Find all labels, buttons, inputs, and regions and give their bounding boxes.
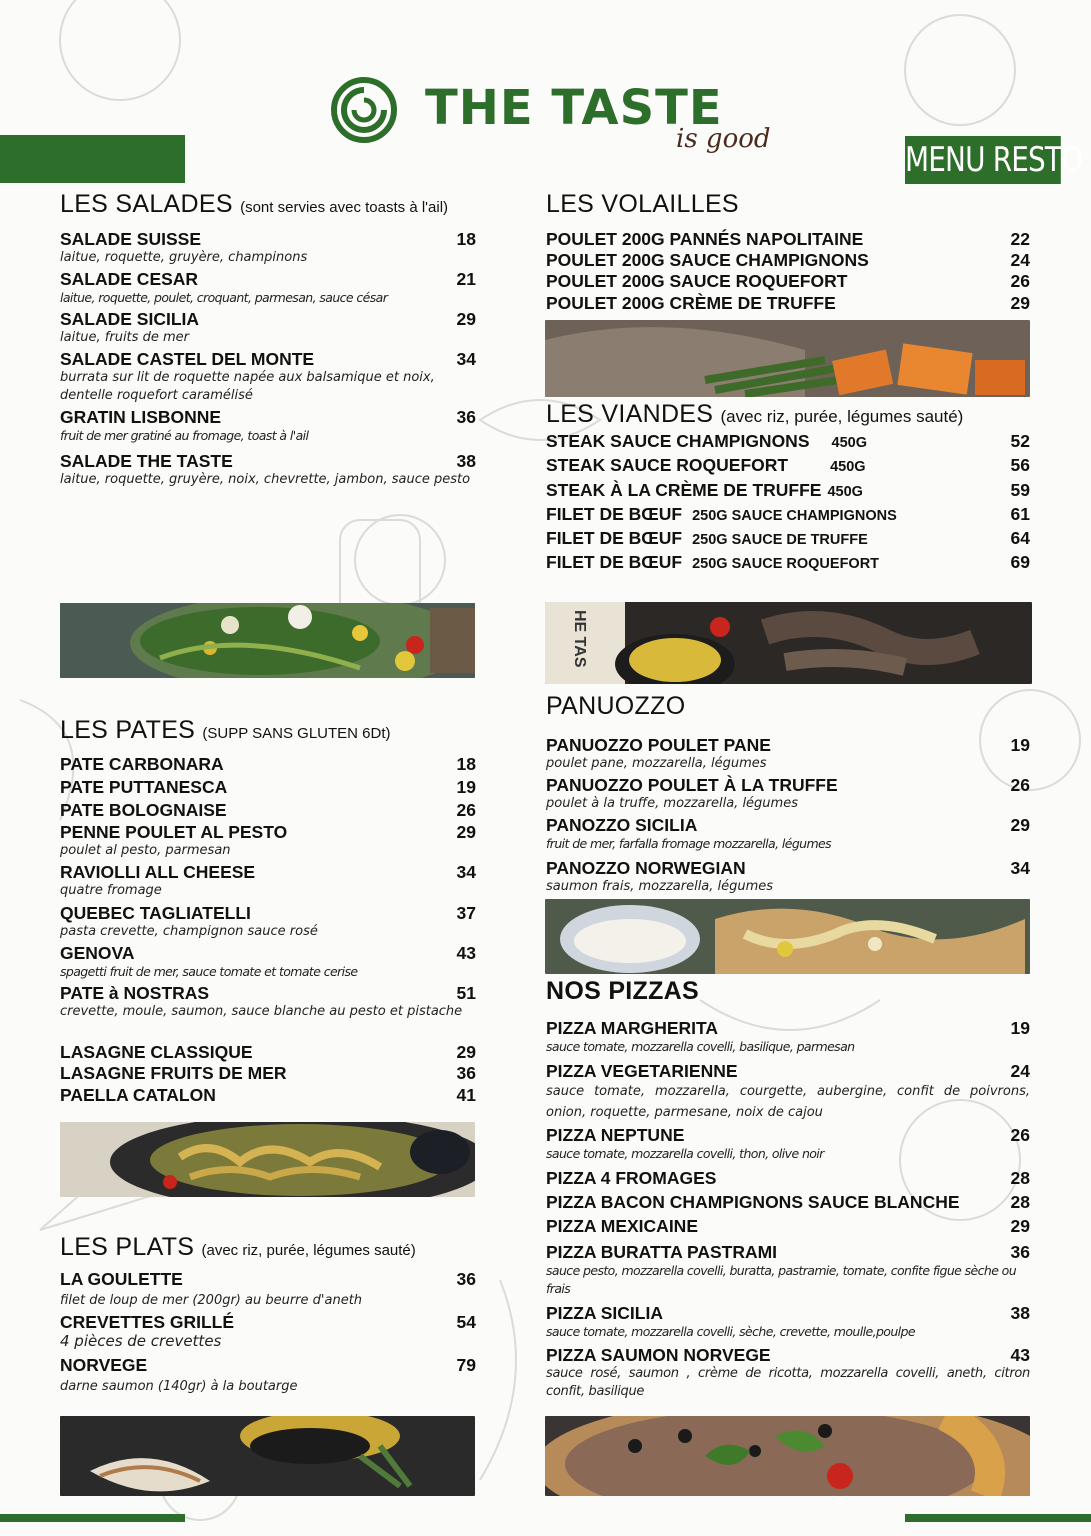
- section-plats: [60, 1233, 476, 1262]
- item-price: 26: [456, 800, 476, 820]
- logo-swirl-icon: [330, 76, 398, 144]
- menu-item: [60, 1085, 476, 1105]
- item-name: POULET 200G CRÈME DE TRUFFE: [546, 293, 836, 313]
- section-panuozzo: [546, 692, 1030, 721]
- plats-photo-illustration: [60, 1416, 475, 1496]
- item-name: PANUOZZO POULET À LA TRUFFE: [546, 775, 838, 795]
- menu-item: [60, 983, 476, 1021]
- item-weight: 450G: [827, 484, 863, 500]
- pizza-photo: [545, 1416, 1030, 1496]
- item-desc: 4 pièces de crevettes: [60, 1332, 222, 1350]
- menu-item: [546, 552, 1030, 574]
- item-desc: sauce pesto, mozzarella covelli, buratta, pastramie, tomate, confite figue sèche ou frais: [546, 1263, 1017, 1296]
- item-name: POULET 200G SAUCE ROQUEFORT: [546, 271, 848, 291]
- section-title: [60, 190, 476, 219]
- menu-item: [60, 1269, 476, 1310]
- menu-badge: MENU RESTO: [905, 136, 1061, 184]
- item-price: 24: [1010, 250, 1030, 270]
- item-name: FILET DE BŒUF: [546, 552, 683, 572]
- item-desc: laitue, roquette, gruyère, noix, chevrette, jambon, sauce pesto: [60, 472, 471, 487]
- item-name: PANOZZO NORWEGIAN: [546, 858, 746, 878]
- section-title: [60, 716, 476, 745]
- item-name: SALADE CESAR: [60, 269, 199, 289]
- menu-item: [546, 1061, 1030, 1123]
- item-price: 21: [456, 269, 476, 289]
- panuozzo-photo-illustration: [545, 899, 1030, 974]
- menu-item: [60, 822, 476, 860]
- item-price: 36: [1010, 1242, 1030, 1262]
- item-desc: spagetti fruit de mer, sauce tomate et tomate cerise: [60, 964, 358, 979]
- section-title: PANUOZZO: [546, 692, 686, 720]
- item-price: 43: [1010, 1345, 1030, 1365]
- menu-item: [546, 1018, 1030, 1056]
- item-name: QUEBEC TAGLIATELLI: [60, 903, 251, 923]
- item-desc: laitue, fruits de mer: [60, 330, 189, 345]
- item-desc: fruit de mer gratiné au fromage, toast à l'ail: [60, 428, 309, 443]
- item-desc: pasta crevette, champignon sauce rosé: [60, 924, 318, 939]
- header-left-bar: [0, 135, 185, 183]
- item-name: STEAK SAUCE CHAMPIGNONS: [546, 431, 810, 451]
- item-price: 64: [1010, 528, 1030, 548]
- item-name: PATE à NOSTRAS: [60, 983, 210, 1003]
- item-price: 36: [456, 407, 476, 427]
- menu-item: [60, 309, 476, 347]
- footer-left-bar: [0, 1514, 185, 1522]
- section-title-text: LES SALADES: [60, 190, 233, 218]
- item-name: SALADE SUISSE: [60, 229, 201, 249]
- item-price: 56: [1010, 455, 1030, 475]
- menu-item: [60, 1063, 476, 1083]
- item-name: LASAGNE CLASSIQUE: [60, 1042, 253, 1062]
- item-name: SALADE CASTEL DEL MONTE: [60, 349, 315, 369]
- item-price: 26: [1010, 775, 1030, 795]
- item-price: 24: [1010, 1061, 1030, 1081]
- menu-item: [60, 1355, 476, 1396]
- item-desc: sauce rosé, saumon , crème de ricotta, mozzarella covelli, aneth, citron confit, basilique: [546, 1366, 1030, 1399]
- item-desc: poulet al pesto, parmesan: [60, 843, 231, 858]
- item-name: PIZZA BURATTA PASTRAMI: [546, 1242, 778, 1262]
- section-title: [60, 1233, 476, 1262]
- item-name: GRATIN LISBONNE: [60, 407, 222, 427]
- item-price: 52: [1010, 431, 1030, 451]
- item-name: POULET 200G PANNÉS NAPOLITAINE: [546, 229, 864, 249]
- menu-item: [60, 1312, 476, 1350]
- item-name: PIZZA SAUMON NORVEGE: [546, 1345, 771, 1365]
- plate-text: HE TAS: [571, 610, 588, 668]
- item-name: PANOZZO SICILIA: [546, 815, 698, 835]
- salad-photo-illustration: [60, 603, 475, 678]
- menu-item: [60, 229, 476, 267]
- item-price: 29: [1010, 815, 1030, 835]
- item-name: PIZZA BACON CHAMPIGNONS SAUCE BLANCHE: [546, 1192, 960, 1212]
- item-name: PANUOZZO POULET PANE: [546, 735, 771, 755]
- menu-item: [546, 735, 1030, 773]
- item-name: NORVEGE: [60, 1355, 148, 1375]
- item-name: CREVETTES GRILLÉ: [60, 1312, 235, 1332]
- section-title-text: LES PATES: [60, 716, 196, 744]
- item-price: 22: [1010, 229, 1030, 249]
- item-name: FILET DE BŒUF: [546, 504, 683, 524]
- item-desc: sauce tomate, mozzarella covelli, sèche, crevette, moulle,poulpe: [546, 1324, 915, 1339]
- item-price: 37: [456, 903, 476, 923]
- item-price: 29: [456, 1042, 476, 1062]
- item-name: PAELLA CATALON: [60, 1085, 216, 1105]
- item-price: 34: [1010, 858, 1030, 878]
- item-price: 18: [456, 229, 476, 249]
- item-price: 51: [456, 983, 476, 1003]
- item-price: 34: [456, 862, 476, 882]
- item-name: RAVIOLLI ALL CHEESE: [60, 862, 256, 882]
- menu-item: [60, 943, 476, 981]
- menu-item: [546, 504, 1030, 526]
- brand-tagline: is good: [676, 124, 771, 154]
- menu-item: [546, 1216, 1030, 1236]
- menu-item: [546, 250, 1030, 270]
- section-note: (SUPP SANS GLUTEN 6Dt): [202, 725, 391, 742]
- section-title-text: LES PLATS: [60, 1233, 195, 1261]
- item-price: 26: [1010, 271, 1030, 291]
- item-weight: 450G: [830, 459, 866, 475]
- menu-item: [60, 754, 476, 774]
- item-price: 43: [456, 943, 476, 963]
- menu-item: [60, 777, 476, 797]
- item-name: LA GOULETTE: [60, 1269, 183, 1289]
- item-desc: laitue, roquette, poulet, croquant, parmesan, sauce césar: [60, 290, 388, 305]
- item-desc: poulet à la truffe, mozzarella, légumes: [546, 796, 798, 811]
- section-note: (avec riz, purée, légumes sauté): [201, 1242, 416, 1259]
- item-desc: darne saumon (140gr) à la boutarge: [60, 1379, 298, 1394]
- item-price: 59: [1010, 480, 1030, 500]
- item-price: 34: [456, 349, 476, 369]
- volailles-photo-illustration: [545, 320, 1030, 397]
- menu-item: [546, 815, 1030, 853]
- menu-item: [60, 903, 476, 941]
- menu-item: [546, 1168, 1030, 1188]
- section-note: (avec riz, purée, légumes sauté): [720, 407, 964, 426]
- item-desc: quatre fromage: [60, 883, 162, 898]
- item-weight: 250G SAUCE CHAMPIGNONS: [692, 508, 897, 524]
- item-name: PIZZA SICILIA: [546, 1303, 663, 1323]
- item-name: PENNE POULET AL PESTO: [60, 822, 288, 842]
- item-price: 19: [456, 777, 476, 797]
- item-desc: laitue, roquette, gruyère, champinons: [60, 250, 308, 265]
- menu-item: [546, 775, 1030, 813]
- item-price: 19: [1010, 1018, 1030, 1038]
- item-name: PATE BOLOGNAISE: [60, 800, 227, 820]
- item-desc: sauce tomate, mozzarella covelli, thon, olive noir: [546, 1146, 824, 1161]
- viandes-photo: [545, 602, 1032, 684]
- item-name: PIZZA NEPTUNE: [546, 1125, 685, 1145]
- item-name: SALADE SICILIA: [60, 309, 200, 329]
- pasta-photo-illustration: [60, 1122, 475, 1197]
- menu-item: [546, 1192, 1030, 1212]
- section-title: [546, 400, 1030, 429]
- menu-item: [60, 269, 476, 307]
- menu-item: [546, 229, 1030, 249]
- item-name: PIZZA 4 FROMAGES: [546, 1168, 717, 1188]
- item-price: 69: [1010, 552, 1030, 572]
- volailles-photo: [545, 320, 1030, 397]
- item-desc: saumon frais, mozzarella, légumes: [546, 879, 774, 894]
- section-title-text: LES VIANDES: [546, 400, 714, 428]
- item-name: POULET 200G SAUCE CHAMPIGNONS: [546, 250, 869, 270]
- item-price: 36: [456, 1269, 476, 1289]
- item-name: PIZZA MARGHERITA: [546, 1018, 719, 1038]
- item-name: STEAK SAUCE ROQUEFORT: [546, 455, 789, 475]
- item-price: 38: [456, 451, 476, 471]
- menu-item: [546, 480, 1030, 502]
- menu-item: [546, 1345, 1030, 1401]
- menu-item: [60, 349, 476, 405]
- pizza-photo-illustration: [545, 1416, 1030, 1496]
- menu-item: [60, 862, 476, 900]
- section-note: (sont servies avec toasts à l'ail): [240, 199, 449, 216]
- item-name: LASAGNE FRUITS DE MER: [60, 1063, 287, 1083]
- item-name: PATE PUTTANESCA: [60, 777, 228, 797]
- item-name: STEAK À LA CRÈME DE TRUFFE: [546, 480, 822, 500]
- item-price: 26: [1010, 1125, 1030, 1145]
- item-price: 29: [1010, 1216, 1030, 1236]
- item-name: PIZZA VEGETARIENNE: [546, 1061, 738, 1081]
- item-price: 28: [1010, 1168, 1030, 1188]
- item-price: 41: [456, 1085, 476, 1105]
- menu-item: [546, 293, 1030, 313]
- item-price: 29: [1010, 293, 1030, 313]
- item-name: PIZZA MEXICAINE: [546, 1216, 698, 1236]
- item-price: 54: [456, 1312, 476, 1332]
- item-price: 29: [456, 822, 476, 842]
- section-title: NOS PIZZAS: [546, 977, 700, 1005]
- item-name: SALADE THE TASTE: [60, 451, 233, 471]
- viandes-photo-illustration: [545, 602, 1032, 684]
- plats-photo: [60, 1416, 475, 1496]
- item-desc: sauce tomate, mozzarella, courgette, aubergine, confit de poivrons, onion, roquette, parmesane, noix de cajou: [546, 1084, 1030, 1120]
- menu-item: [546, 1303, 1030, 1341]
- item-price: 19: [1010, 735, 1030, 755]
- menu-item: [546, 271, 1030, 291]
- menu-item: [60, 407, 476, 445]
- item-price: 28: [1010, 1192, 1030, 1212]
- item-price: 18: [456, 754, 476, 774]
- item-name: PATE CARBONARA: [60, 754, 224, 774]
- item-price: 61: [1010, 504, 1030, 524]
- section-viandes: [546, 400, 1030, 429]
- menu-item: [546, 455, 1030, 477]
- item-weight: 250G SAUCE ROQUEFORT: [692, 556, 880, 572]
- panuozzo-photo: [545, 899, 1030, 974]
- section-pates: [60, 716, 476, 745]
- menu-item: [60, 1042, 476, 1062]
- item-price: 79: [456, 1355, 476, 1375]
- brand-name: THE TASTE: [425, 80, 723, 136]
- salad-photo: [60, 603, 475, 678]
- item-weight: 450G: [831, 435, 867, 451]
- item-price: 29: [456, 309, 476, 329]
- item-desc: crevette, moule, saumon, sauce blanche au pesto et pistache: [60, 1004, 463, 1019]
- menu-item: [546, 528, 1030, 550]
- menu-item: [546, 431, 1030, 453]
- item-desc: fruit de mer, farfalla fromage mozzarella, légumes: [546, 836, 832, 851]
- item-weight: 250G SAUCE DE TRUFFE: [692, 532, 868, 548]
- section-salades: [60, 190, 476, 219]
- footer-right-bar: [905, 1514, 1091, 1522]
- section-title: LES VOLAILLES: [546, 190, 739, 218]
- item-desc: burrata sur lit de roquette napée aux balsamique et noix, dentelle roquefort caramélisé: [60, 370, 435, 403]
- menu-item: [546, 1125, 1030, 1163]
- menu-item: [546, 1242, 1030, 1298]
- item-price: 36: [456, 1063, 476, 1083]
- item-desc: poulet pane, mozzarella, légumes: [546, 756, 767, 771]
- item-name: FILET DE BŒUF: [546, 528, 683, 548]
- pasta-photo: [60, 1122, 475, 1197]
- section-volailles: [546, 190, 1030, 219]
- item-name: GENOVA: [60, 943, 135, 963]
- item-desc: sauce tomate, mozzarella covelli, basilique, parmesan: [546, 1039, 855, 1054]
- section-pizzas: [546, 977, 1030, 1006]
- item-price: 38: [1010, 1303, 1030, 1323]
- menu-item: [60, 800, 476, 820]
- menu-item: [546, 858, 1030, 896]
- item-desc: filet de loup de mer (200gr) au beurre d'aneth: [60, 1293, 363, 1308]
- menu-item: [60, 451, 476, 489]
